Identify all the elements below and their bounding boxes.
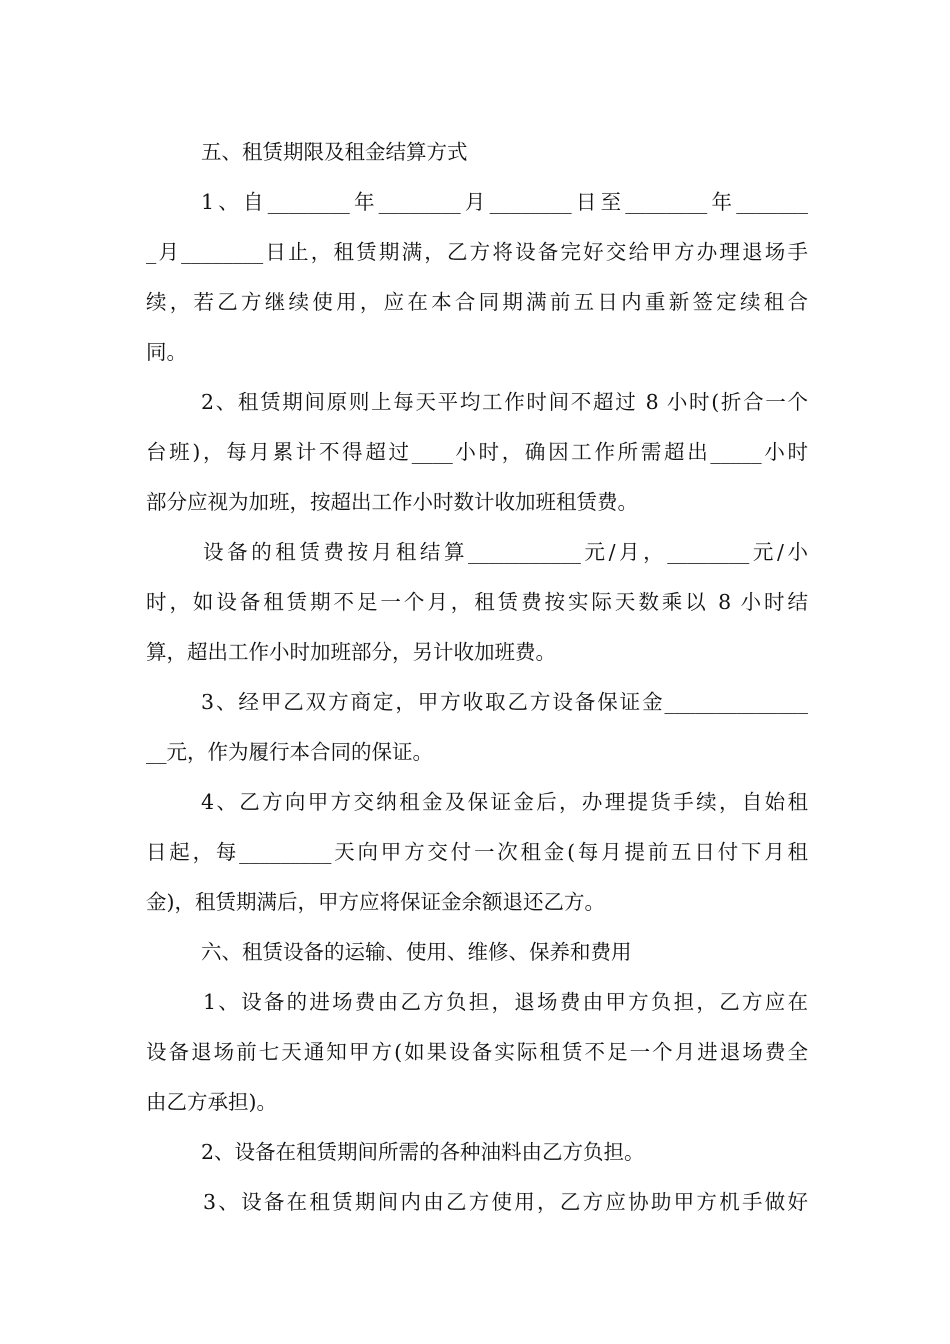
paragraph-line: 时，如设备租赁期不足一个月，租赁费按实际天数乘以 8 小时结 <box>146 590 808 614</box>
paragraph-line: 金)，租赁期满后，甲方应将保证金余额退还乙方。 <box>146 890 605 914</box>
paragraph-line: 台班)，每月累计不得超过____小时，确因工作所需超出_____小时 <box>146 440 808 464</box>
paragraph-line: 3、设备在租赁期间内由乙方使用，乙方应协助甲方机手做好 <box>203 1190 808 1214</box>
paragraph-line: 4、乙方向甲方交纳租金及保证金后，办理提货手续，自始租 <box>201 790 808 814</box>
paragraph-line: 续，若乙方继续使用，应在本合同期满前五日内重新签定续租合 <box>146 290 808 314</box>
paragraph-line: 1、设备的进场费由乙方负担，退场费由甲方负担，乙方应在 <box>203 990 808 1014</box>
paragraph-line: 由乙方承担)。 <box>146 1090 277 1114</box>
paragraph-line: 部分应视为加班，按超出工作小时数计收加班租赁费。 <box>146 490 638 514</box>
paragraph-line: 1、自________年________月________日至________年_______ <box>201 190 808 214</box>
paragraph-line: 2、租赁期间原则上每天平均工作时间不超过 8 小时(折合一个 <box>201 390 808 414</box>
paragraph-line: _月________日止，租赁期满，乙方将设备完好交给甲方办理退场手 <box>146 240 808 264</box>
paragraph-line: 同。 <box>146 340 187 364</box>
paragraph-line: 设备退场前七天通知甲方(如果设备实际租赁不足一个月进退场费全 <box>146 1040 808 1064</box>
paragraph-line: 设备的租赁费按月租结算___________元/月，________元/小 <box>203 540 808 564</box>
section-heading-equipment-use: 六、租赁设备的运输、使用、维修、保养和费用 <box>201 940 632 964</box>
paragraph-line: __元，作为履行本合同的保证。 <box>146 740 433 764</box>
paragraph-line: 3、经甲乙双方商定，甲方收取乙方设备保证金______________ <box>201 690 808 714</box>
section-heading-lease-term: 五、租赁期限及租金结算方式 <box>201 140 468 164</box>
paragraph-line: 2、设备在租赁期间所需的各种油料由乙方负担。 <box>201 1140 645 1164</box>
paragraph-line: 算，超出工作小时加班部分，另计收加班费。 <box>146 640 556 664</box>
paragraph-line: 日起，每_________天向甲方交付一次租金(每月提前五日付下月租 <box>146 840 808 864</box>
